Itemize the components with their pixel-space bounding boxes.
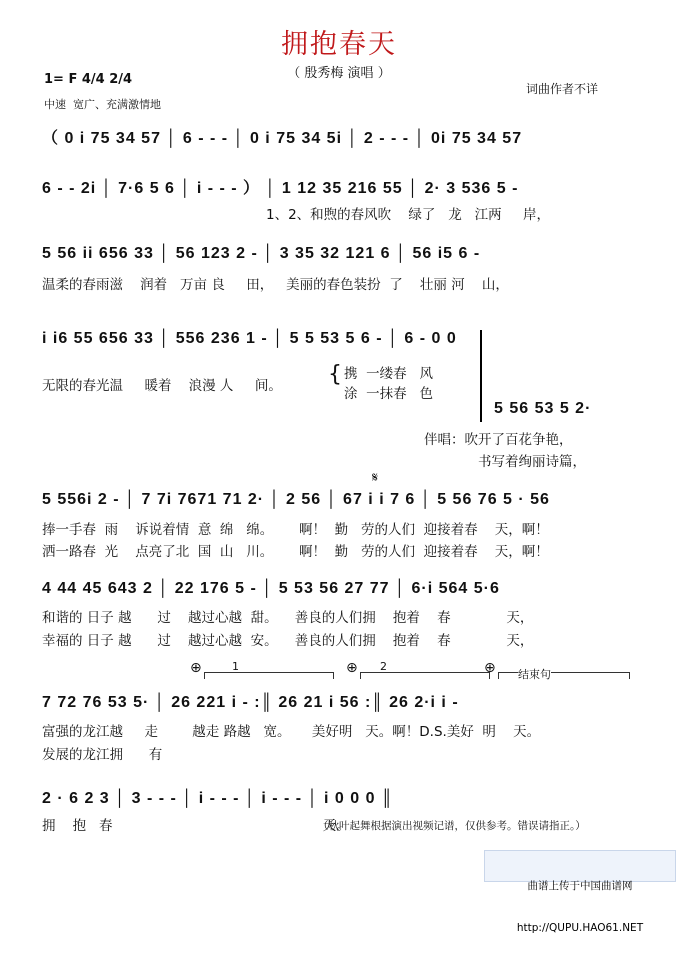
notation-row-3: 5 56 ii 656 33 │ 56 123 2 - │ 3 35 32 121 6 │ 56 i5 6 - (42, 245, 481, 262)
singer-credit: （ 殷秀梅 演唱 ） (287, 66, 391, 81)
volta-1-label: 1 (232, 660, 239, 673)
site-watermark (484, 850, 676, 934)
song-title: 拥抱春天 (281, 29, 397, 60)
ending-label: 结束句 (518, 668, 551, 681)
lyrics-row-8: 拥 抱 春 天。 (42, 818, 350, 834)
notation-row-4: i i6 55 656 33 │ 556 236 1 - │ 5 5 53 5 6 - │ 6 - 0 0 (42, 330, 457, 347)
watermark-line-1: 曲谱上传于中国曲谱网 (527, 880, 633, 892)
lyrics-row-6b: 幸福的 日子 越 过 越过心越 安。 善良的人们拥 抱着 春 天， (42, 633, 534, 649)
lyrics-row-5a: 捧一手春 雨 诉说着情 意 绵 绵。 啊！ 勤 劳的人们 迎接着春 天，啊！ (42, 522, 549, 538)
author-credit: 词曲作者不详 (526, 82, 599, 96)
coda-sign-2: ⊕ (346, 660, 358, 676)
side-lyrics-2: 涂 一抹春 色 (344, 386, 433, 402)
volta-bracket-2 (360, 672, 490, 679)
key-signature: 1= F 4/4 2/4 (44, 72, 133, 87)
segno-sign: 𝄋 (372, 470, 379, 486)
lyrics-row-3: 温柔的春雨滋 润着 万亩 良 田， 美丽的春色装扮 了 壮丽 河 山， (42, 277, 509, 293)
lyrics-row-6a: 和谐的 日子 越 过 越过心越 甜。 善良的人们拥 抱着 春 天， (42, 610, 534, 626)
lyrics-row-2: 1、2、和煦的春风吹 绿了 龙 江两 岸， (266, 207, 551, 223)
coda-sign-3: ⊕ (484, 660, 496, 676)
lyrics-row-5b: 洒一路春 光 点亮了北 国 山 川。 啊！ 勤 劳的人们 迎接着春 天，啊！ (42, 544, 549, 560)
accompaniment-lyrics-2: 书写着绚丽诗篇， (478, 454, 586, 470)
lyrics-row-4: 无限的春光温 暖着 浪漫 人 间。 (42, 378, 282, 394)
lyrics-row-7a: 富强的龙江越 走 越走 路越 宽。 美好明 天。啊！D.S.美好 明 天。 (42, 724, 541, 740)
brace-glyph: { (328, 362, 342, 387)
volta-bracket-1 (204, 672, 334, 679)
staff-bracket-line (480, 330, 482, 422)
notation-row-2: 6 - - 2i │ 7·6 5 6 │ i - - - ） │ 1 12 35 216 55 │ 2· 3 536 5 - (42, 180, 519, 197)
notation-row-5: 5 556i 2 - │ 7 7i 7671 71 2· │ 2 56 │ 67 i i 7 6 │ 5 56 76 5 · 56 (42, 491, 550, 508)
volta-2-label: 2 (380, 660, 387, 673)
lyrics-row-7b: 发展的龙江拥 有 (42, 747, 163, 763)
accompaniment-lyrics-1: 伴唱：吹开了百花争艳， (424, 432, 573, 448)
coda-sign-1: ⊕ (190, 660, 202, 676)
watermark-line-2: http://QUPU.HAO61.NET (516, 922, 644, 934)
tempo-marking: 中速 宽广、充满激情地 (44, 98, 161, 111)
side-lyrics-1: 携 一缕春 风 (344, 366, 433, 382)
notation-row-6: 4 44 45 643 2 │ 22 176 5 - │ 5 53 56 27 77 │ 6·i 564 5·6 (42, 580, 500, 597)
notation-row-8: 2 · 6 2 3 │ 3 - - - │ i - - - │ i - - - │ i 0 0 0 ║ (42, 790, 394, 807)
transcription-note: （秋叶起舞根据演出视频记谱，仅供参考。错误请指正。） (318, 820, 586, 832)
notation-row-1: （ 0 i 75 34 57 │ 6 - - - │ 0 i 75 34 5i │ 2 - - - │ 0i 75 34 57 (42, 130, 523, 147)
accompaniment-notation: 5 56 53 5 2· (494, 400, 592, 417)
notation-row-7: 7 72 76 53 5· │ 26 221 i - :║ 26 21 i 56 :║ 26 2·i i - (42, 694, 459, 711)
